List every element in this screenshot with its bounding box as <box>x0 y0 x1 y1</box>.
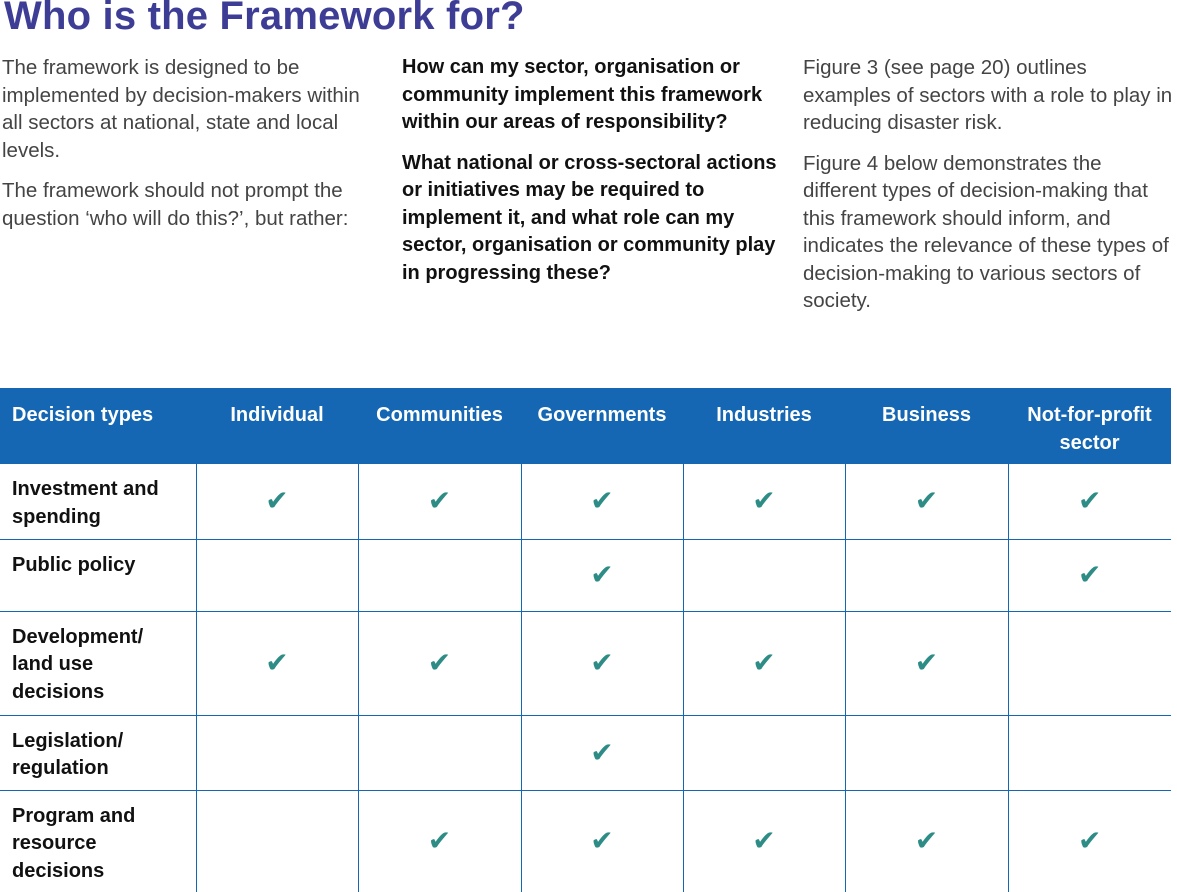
table-cell <box>521 715 683 790</box>
table-cell <box>1008 611 1171 715</box>
question-2: What national or cross-sectoral actions or initiatives may be required to implement it, and what role can my sector, organisation or community play in progressing these? <box>402 151 777 284</box>
check-icon: ✔ <box>1078 485 1102 517</box>
table-cell <box>683 790 845 892</box>
intro-column <box>2 54 372 245</box>
check-icon: ✔ <box>590 559 614 590</box>
table-cell <box>845 539 1008 611</box>
question-1: How can my sector, organisation or community implement this framework within our areas of responsibility? <box>402 56 763 133</box>
header-industries: Industries <box>683 388 845 464</box>
check-icon: ✔ <box>590 647 614 678</box>
check-icon: ✔ <box>1078 559 1102 590</box>
check-icon: ✔ <box>1078 825 1102 857</box>
table-row <box>0 464 1171 539</box>
check-icon: ✔ <box>590 485 614 517</box>
table-cell <box>358 715 521 790</box>
table-row <box>0 611 1171 715</box>
table-row <box>0 539 1171 611</box>
figure-notes-column <box>803 54 1173 328</box>
check-icon: ✔ <box>427 647 452 678</box>
table-cell <box>845 790 1008 892</box>
check-icon: ✔ <box>265 485 289 517</box>
table-cell <box>521 611 683 715</box>
header-decision-types: Decision types <box>0 388 196 464</box>
table-cell <box>196 539 358 611</box>
figure-note-2: Figure 4 below demonstrates the different types of decision-making that this framework should inform, and indicates the relevance of these types of decision-making to various sectors of society. <box>803 151 1169 312</box>
table-cell <box>196 715 358 790</box>
check-icon: ✔ <box>590 825 614 857</box>
row-label: Program and resource decisions <box>0 790 196 892</box>
row-label: Public policy <box>0 539 196 611</box>
check-icon: ✔ <box>427 825 452 857</box>
table-cell <box>845 464 1008 539</box>
table-cell <box>196 464 358 539</box>
check-icon: ✔ <box>914 647 939 678</box>
header-governments: Governments <box>521 388 683 464</box>
header-business: Business <box>845 388 1008 464</box>
check-icon: ✔ <box>590 736 614 768</box>
table-cell <box>845 611 1008 715</box>
check-icon: ✔ <box>265 647 289 678</box>
table-cell <box>358 611 521 715</box>
table-cell <box>683 539 845 611</box>
table-row <box>0 790 1171 892</box>
table-cell <box>683 715 845 790</box>
intro-paragraph-1: The framework is designed to be implemented by decision-makers within all sectors at national, state and local levels. <box>2 56 360 162</box>
table-header-row <box>0 388 1171 464</box>
check-icon: ✔ <box>427 485 452 517</box>
check-icon: ✔ <box>914 825 939 857</box>
table-cell <box>358 539 521 611</box>
table-cell <box>1008 715 1171 790</box>
table-cell <box>683 611 845 715</box>
row-label: Legislation/ regulation <box>0 715 196 790</box>
row-label: Investment and spending <box>0 464 196 539</box>
table-cell <box>521 790 683 892</box>
table-row <box>0 715 1171 790</box>
row-label: Development/ land use decisions <box>0 611 196 715</box>
check-icon: ✔ <box>752 647 776 678</box>
table-cell <box>521 539 683 611</box>
check-icon: ✔ <box>752 825 776 857</box>
check-icon: ✔ <box>914 485 939 517</box>
table-cell <box>196 790 358 892</box>
table-cell <box>683 464 845 539</box>
header-not-for-profit: Not-for-profit sector <box>1008 388 1171 464</box>
intro-paragraph-2: The framework should not prompt the question ‘who will do this?’, but rather: <box>2 179 349 230</box>
page-title: Who is the Framework for? <box>4 0 525 38</box>
questions-column <box>402 54 787 300</box>
table-cell <box>521 464 683 539</box>
figure-note-1: Figure 3 (see page 20) outlines examples of sectors with a role to play in reducing disaster risk. <box>803 56 1173 134</box>
table-cell <box>358 464 521 539</box>
table-cell <box>1008 790 1171 892</box>
table-cell <box>196 611 358 715</box>
decision-types-table <box>0 388 1171 892</box>
header-individual: Individual <box>196 388 358 464</box>
table-cell <box>358 790 521 892</box>
table-cell <box>1008 539 1171 611</box>
table-body <box>0 464 1171 892</box>
header-communities: Communities <box>358 388 521 464</box>
table-cell <box>845 715 1008 790</box>
check-icon: ✔ <box>752 485 776 517</box>
table-cell <box>1008 464 1171 539</box>
